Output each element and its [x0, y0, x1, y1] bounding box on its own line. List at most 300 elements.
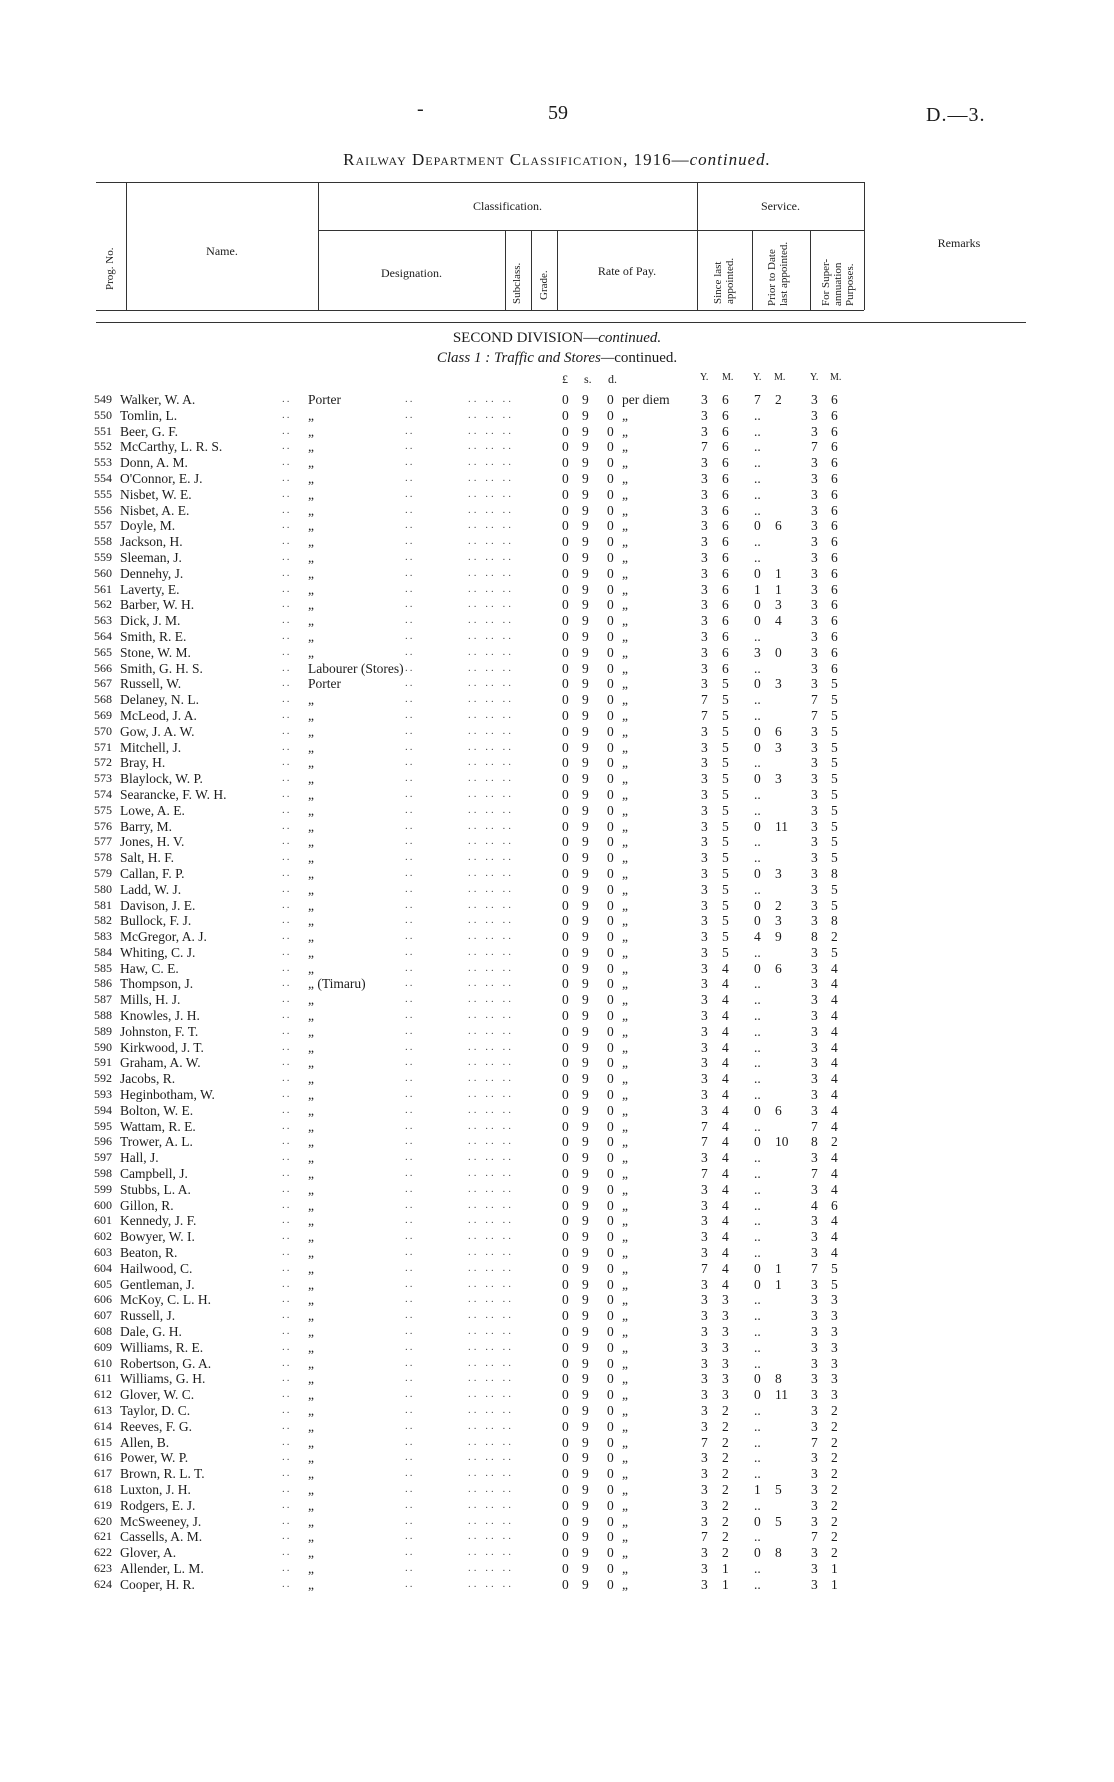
table-row — [0, 408, 1114, 424]
rate-pounds: 0 — [562, 1118, 569, 1134]
rate-shillings: 9 — [582, 628, 589, 644]
designation: „ — [308, 1497, 314, 1513]
since-last-months: 5 — [722, 913, 729, 929]
prior-months: 0 — [775, 644, 782, 660]
since-last-years: 3 — [701, 644, 708, 660]
leader-dots: .. — [282, 1561, 292, 1574]
leader-dots: .. — [405, 582, 415, 595]
rate-pounds: 0 — [562, 1529, 569, 1545]
rate-pounds: 0 — [562, 1181, 569, 1197]
leader-dots: .. .. .. — [468, 693, 514, 706]
rate-period: „ — [622, 1339, 628, 1355]
rate-period: „ — [622, 1071, 628, 1087]
leader-dots: .. — [405, 708, 415, 721]
rate-pounds: 0 — [562, 1545, 569, 1561]
leader-dots: .. — [405, 1103, 415, 1116]
leader-dots: .. .. .. — [468, 1325, 514, 1338]
prog-no: 555 — [94, 486, 112, 501]
prior-years: .. — [754, 423, 761, 439]
rate-shillings: 9 — [582, 1181, 589, 1197]
leader-dots: .. — [282, 835, 292, 848]
since-last-years: 3 — [701, 992, 708, 1008]
designation: „ — [308, 628, 314, 644]
class-continued: continued. — [614, 350, 678, 366]
employee-name: Nisbet, A. E. — [120, 502, 190, 518]
prog-no: 586 — [94, 976, 112, 991]
since-last-months: 6 — [722, 423, 729, 439]
leader-dots: .. .. .. — [468, 961, 514, 974]
super-months: 5 — [831, 707, 838, 723]
leader-dots: .. — [282, 1198, 292, 1211]
prior-years: 0 — [754, 1371, 761, 1387]
leader-dots: .. — [282, 1404, 292, 1416]
employee-name: Russell, J. — [120, 1308, 176, 1324]
rate-shillings: 9 — [582, 881, 589, 897]
table-row — [0, 392, 1114, 408]
table-row — [0, 424, 1114, 440]
since-last-years: 3 — [701, 613, 708, 629]
leader-dots: .. — [405, 677, 415, 690]
since-last-months: 6 — [722, 644, 729, 660]
super-months: 4 — [831, 1229, 838, 1245]
employee-name: Taylor, D. C. — [120, 1403, 191, 1418]
rate-pence: 0 — [607, 613, 614, 629]
rate-pence: 0 — [607, 1339, 614, 1355]
prog-no: 552 — [94, 439, 112, 454]
prior-months: 3 — [775, 739, 782, 755]
rate-pounds: 0 — [562, 565, 569, 581]
since-last-years: 3 — [701, 470, 708, 486]
super-years: 3 — [811, 676, 818, 692]
rate-period: „ — [622, 534, 628, 550]
super-years: 3 — [811, 1450, 818, 1466]
leader-dots: .. .. .. — [468, 1530, 514, 1543]
super-months: 4 — [831, 960, 838, 976]
rate-pence: 0 — [607, 1450, 614, 1466]
employee-name: Laverty, E. — [120, 581, 180, 597]
rate-period: „ — [622, 960, 628, 976]
since-last-years: 7 — [701, 1434, 708, 1450]
prior-years: .. — [754, 1497, 761, 1513]
leader-dots: .. — [282, 393, 292, 405]
rate-shillings: 9 — [582, 1260, 589, 1276]
prior-years: .. — [754, 755, 761, 771]
leader-dots: .. — [405, 866, 415, 879]
table-row — [0, 866, 1114, 882]
leader-dots: .. — [405, 930, 415, 943]
since-last-months: 6 — [722, 534, 729, 550]
rate-period: „ — [622, 1087, 628, 1103]
employee-name: Cooper, H. R. — [120, 1576, 195, 1592]
super-months: 2 — [831, 1497, 838, 1513]
employee-name: Smith, G. H. S. — [120, 660, 203, 676]
title-main: Railway Department Classification, 1916— — [343, 150, 690, 169]
unit-y3: Y. — [810, 372, 819, 383]
designation: „ — [308, 771, 314, 787]
rate-period: „ — [622, 944, 628, 960]
rate-period: „ — [622, 865, 628, 881]
table-row — [0, 582, 1114, 598]
rate-pounds: 0 — [562, 723, 569, 739]
leader-dots: .. .. .. — [468, 408, 514, 421]
since-last-years: 3 — [701, 455, 708, 471]
rate-shillings: 9 — [582, 755, 589, 771]
since-last-years: 3 — [701, 1545, 708, 1561]
rate-period: „ — [622, 929, 628, 945]
rate-period: „ — [622, 423, 628, 439]
super-months: 6 — [831, 581, 838, 597]
since-last-months: 6 — [722, 613, 729, 629]
since-last-years: 3 — [701, 913, 708, 929]
leader-dots: .. .. .. — [468, 851, 514, 864]
since-last-years: 3 — [701, 518, 708, 534]
rate-shillings: 9 — [582, 1450, 589, 1466]
employee-name: Barber, W. H. — [120, 597, 195, 613]
leader-dots: .. — [405, 693, 415, 706]
rate-pounds: 0 — [562, 660, 569, 676]
rate-shillings: 9 — [582, 565, 589, 581]
designation: „ — [308, 1118, 314, 1134]
super-years: 3 — [811, 1181, 818, 1197]
leader-dots: .. — [282, 1072, 292, 1085]
prior-months: 3 — [775, 597, 782, 613]
rate-pounds: 0 — [562, 1276, 569, 1292]
designation: „ — [308, 486, 314, 502]
leader-dots: .. — [282, 440, 292, 453]
leader-dots: .. .. .. — [468, 598, 514, 611]
rate-shillings: 9 — [582, 1355, 589, 1371]
since-last-years: 3 — [701, 676, 708, 692]
super-months: 5 — [831, 1276, 838, 1292]
rate-pence: 0 — [607, 913, 614, 929]
super-years: 3 — [811, 549, 818, 565]
leader-dots: .. — [282, 1040, 292, 1053]
super-months: 6 — [831, 644, 838, 660]
rate-period: „ — [622, 1102, 628, 1118]
rate-period: „ — [622, 518, 628, 534]
prog-no: 565 — [94, 644, 112, 659]
super-months: 2 — [831, 1450, 838, 1466]
prog-no: 569 — [94, 707, 112, 722]
super-years: 3 — [811, 755, 818, 771]
since-last-years: 3 — [701, 881, 708, 897]
rate-period: „ — [622, 1039, 628, 1055]
since-last-months: 5 — [722, 802, 729, 818]
leader-dots: .. — [282, 566, 292, 579]
table-row — [0, 1245, 1114, 1261]
super-years: 3 — [811, 1308, 818, 1324]
leader-dots: .. .. .. — [468, 708, 514, 721]
super-years: 3 — [811, 1023, 818, 1039]
rate-pounds: 0 — [562, 707, 569, 723]
rate-period: „ — [622, 771, 628, 787]
super-years: 3 — [811, 960, 818, 976]
rate-period: „ — [622, 613, 628, 629]
since-last-months: 4 — [722, 1245, 729, 1261]
prog-no: 556 — [94, 502, 112, 517]
rate-pounds: 0 — [562, 1039, 569, 1055]
rate-pence: 0 — [607, 628, 614, 644]
since-last-months: 5 — [722, 692, 729, 708]
employee-name: McKoy, C. L. H. — [120, 1292, 211, 1308]
designation: „ — [308, 1355, 314, 1371]
prog-no: 576 — [94, 818, 112, 833]
since-last-months: 3 — [722, 1339, 729, 1355]
leader-dots: .. — [282, 1230, 292, 1243]
super-years: 3 — [811, 628, 818, 644]
table-row — [0, 597, 1114, 613]
since-last-months: 4 — [722, 1118, 729, 1134]
leader-dots: .. — [282, 424, 292, 437]
leader-dots: .. — [282, 914, 292, 927]
rate-pence: 0 — [607, 1260, 614, 1276]
leader-dots: .. — [282, 882, 292, 895]
leader-dots: .. — [405, 1514, 415, 1527]
since-last-months: 4 — [722, 1229, 729, 1245]
designation: „ — [308, 1023, 314, 1039]
rate-pence: 0 — [607, 723, 614, 739]
leader-dots: .. .. .. — [468, 1024, 514, 1037]
super-years: 3 — [811, 1292, 818, 1308]
leader-dots: .. .. .. — [468, 1214, 514, 1227]
prior-months: 8 — [775, 1545, 782, 1561]
prog-no: 558 — [94, 534, 112, 549]
since-last-months: 4 — [722, 1087, 729, 1103]
since-last-months: 4 — [722, 992, 729, 1008]
prior-years: 0 — [754, 960, 761, 976]
prior-years: 0 — [754, 739, 761, 755]
prior-years: .. — [754, 707, 761, 723]
leader-dots: .. — [282, 1546, 292, 1559]
leader-dots: .. .. .. — [468, 898, 514, 911]
super-months: 3 — [831, 1355, 838, 1371]
rate-shillings: 9 — [582, 486, 589, 502]
leader-dots: .. — [405, 1135, 415, 1148]
since-last-years: 3 — [701, 1229, 708, 1245]
prog-no: 608 — [94, 1324, 112, 1339]
rate-shillings: 9 — [582, 1434, 589, 1450]
table-row — [0, 1277, 1114, 1293]
leader-dots: .. .. .. — [468, 1040, 514, 1053]
rate-shillings: 9 — [582, 1545, 589, 1561]
super-months: 6 — [831, 423, 838, 439]
employee-name: Haw, C. E. — [120, 960, 179, 976]
prog-no-header: Prog. No. — [104, 247, 116, 290]
super-months: 5 — [831, 1260, 838, 1276]
rate-period: „ — [622, 692, 628, 708]
leader-dots: .. — [282, 550, 292, 563]
since-last-months: 3 — [722, 1387, 729, 1403]
table-row — [0, 1119, 1114, 1135]
leader-dots: .. .. .. — [468, 1467, 514, 1480]
super-years: 3 — [811, 723, 818, 739]
super-years: 3 — [811, 944, 818, 960]
super-years: 3 — [811, 1039, 818, 1055]
super-months: 3 — [831, 1324, 838, 1340]
table-row — [0, 1387, 1114, 1403]
since-last-years: 3 — [701, 739, 708, 755]
leader-dots: .. — [282, 693, 292, 706]
rate-pounds: 0 — [562, 1355, 569, 1371]
rate-pounds: 0 — [562, 960, 569, 976]
super-years: 3 — [811, 1481, 818, 1497]
name-header: Name. — [206, 244, 238, 258]
rate-shillings: 9 — [582, 976, 589, 992]
since-last-months: 6 — [722, 392, 729, 407]
unit-m1: M. — [722, 372, 734, 383]
leader-dots: .. .. .. — [468, 645, 514, 658]
super-years: 7 — [811, 692, 818, 708]
leader-dots: .. — [405, 961, 415, 974]
rate-shillings: 9 — [582, 739, 589, 755]
leader-dots: .. — [282, 1372, 292, 1385]
super-years: 3 — [811, 771, 818, 787]
designation: „ — [308, 1166, 314, 1182]
rate-pence: 0 — [607, 1229, 614, 1245]
prior-years: .. — [754, 1418, 761, 1434]
prior-months: 2 — [775, 392, 782, 407]
rate-pounds: 0 — [562, 1071, 569, 1087]
rate-pence: 0 — [607, 1071, 614, 1087]
leader-dots: .. .. .. — [468, 582, 514, 595]
since-last-months: 2 — [722, 1481, 729, 1497]
employee-name: Beer, G. F. — [120, 423, 178, 439]
rate-pence: 0 — [607, 407, 614, 423]
leader-dots: .. — [405, 1561, 415, 1574]
table-row — [0, 850, 1114, 866]
leader-dots: .. .. .. — [468, 1293, 514, 1306]
rate-shillings: 9 — [582, 502, 589, 518]
prog-no: 596 — [94, 1134, 112, 1149]
prior-years: 0 — [754, 1134, 761, 1150]
rate-pence: 0 — [607, 1545, 614, 1561]
rate-shillings: 9 — [582, 786, 589, 802]
prior-years: .. — [754, 786, 761, 802]
prior-years: .. — [754, 976, 761, 992]
rate-period: „ — [622, 565, 628, 581]
page-title — [0, 150, 1114, 170]
prior-years: 4 — [754, 929, 761, 945]
employee-name: Williams, R. E. — [120, 1339, 204, 1355]
rate-pence: 0 — [607, 1213, 614, 1229]
leader-dots: .. — [282, 1482, 292, 1495]
leader-dots: .. .. .. — [468, 1340, 514, 1353]
leader-dots: .. — [405, 598, 415, 611]
rate-pence: 0 — [607, 549, 614, 565]
rate-shillings: 9 — [582, 1466, 589, 1482]
prior-years: .. — [754, 1529, 761, 1545]
leader-dots: .. — [282, 1277, 292, 1290]
prior-years: .. — [754, 1339, 761, 1355]
leader-dots: .. — [405, 993, 415, 1006]
prior-years: .. — [754, 1008, 761, 1024]
since-last-years: 7 — [701, 439, 708, 455]
prior-years: .. — [754, 549, 761, 565]
prog-no: 578 — [94, 850, 112, 865]
rate-pounds: 0 — [562, 944, 569, 960]
employee-name: Bullock, F. J. — [120, 913, 192, 929]
since-last-months: 5 — [722, 786, 729, 802]
rate-pence: 0 — [607, 1576, 614, 1592]
table-row — [0, 1166, 1114, 1182]
since-last-months: 6 — [722, 407, 729, 423]
leader-dots: .. .. .. — [468, 1404, 514, 1416]
designation: „ — [308, 1387, 314, 1403]
super-years: 3 — [811, 597, 818, 613]
prior-years: 0 — [754, 1260, 761, 1276]
leader-dots: .. — [405, 1151, 415, 1164]
prog-no: 617 — [94, 1466, 112, 1481]
rate-period: „ — [622, 1387, 628, 1403]
leader-dots: .. — [282, 1498, 292, 1511]
since-last-years: 3 — [701, 1560, 708, 1576]
super-months: 4 — [831, 1102, 838, 1118]
table-row — [0, 1198, 1114, 1214]
rate-pounds: 0 — [562, 818, 569, 834]
leader-dots: .. — [282, 1214, 292, 1227]
leader-dots: .. — [282, 1261, 292, 1274]
rate-pounds: 0 — [562, 549, 569, 565]
designation: „ — [308, 1292, 314, 1308]
rate-pounds: 0 — [562, 1087, 569, 1103]
leader-dots: .. — [405, 456, 415, 469]
rate-shillings: 9 — [582, 660, 589, 676]
employee-name: Mitchell, J. — [120, 739, 182, 755]
since-last-years: 3 — [701, 818, 708, 834]
designation: „ — [308, 1545, 314, 1561]
super-months: 6 — [831, 392, 838, 407]
designation: „ — [308, 549, 314, 565]
prior-years: .. — [754, 502, 761, 518]
rate-shillings: 9 — [582, 944, 589, 960]
since-last-months: 5 — [722, 723, 729, 739]
prog-no: 595 — [94, 1118, 112, 1133]
leader-dots: .. — [405, 1182, 415, 1195]
prog-no: 605 — [94, 1276, 112, 1291]
leader-dots: .. — [405, 835, 415, 848]
super-years: 3 — [811, 1071, 818, 1087]
designation: „ — [308, 1576, 314, 1592]
prior-years: 1 — [754, 581, 761, 597]
leader-dots: .. .. .. — [468, 819, 514, 832]
leader-dots: .. .. .. — [468, 772, 514, 785]
prog-no: 609 — [94, 1339, 112, 1354]
prior-to-date-header: Prior to Date last appointed. — [766, 241, 790, 306]
rate-period: „ — [622, 1166, 628, 1182]
designation: „ — [308, 1276, 314, 1292]
table-row — [0, 439, 1114, 455]
leader-dots: .. — [282, 629, 292, 642]
prior-years: .. — [754, 1087, 761, 1103]
leader-dots: .. .. .. — [468, 803, 514, 816]
leader-dots: .. — [282, 471, 292, 484]
rate-pounds: 0 — [562, 865, 569, 881]
rate-pounds: 0 — [562, 1324, 569, 1340]
since-last-years: 3 — [701, 502, 708, 518]
leader-dots: .. .. .. — [468, 1072, 514, 1085]
leader-dots: .. — [405, 1214, 415, 1227]
table-row — [0, 455, 1114, 471]
leader-dots: .. — [282, 1009, 292, 1022]
rate-shillings: 9 — [582, 1166, 589, 1182]
rate-pounds: 0 — [562, 1213, 569, 1229]
since-last-years: 3 — [701, 407, 708, 423]
super-months: 4 — [831, 1087, 838, 1103]
super-months: 8 — [831, 865, 838, 881]
super-years: 7 — [811, 1260, 818, 1276]
prog-no: 613 — [94, 1403, 112, 1417]
super-years: 8 — [811, 1134, 818, 1150]
